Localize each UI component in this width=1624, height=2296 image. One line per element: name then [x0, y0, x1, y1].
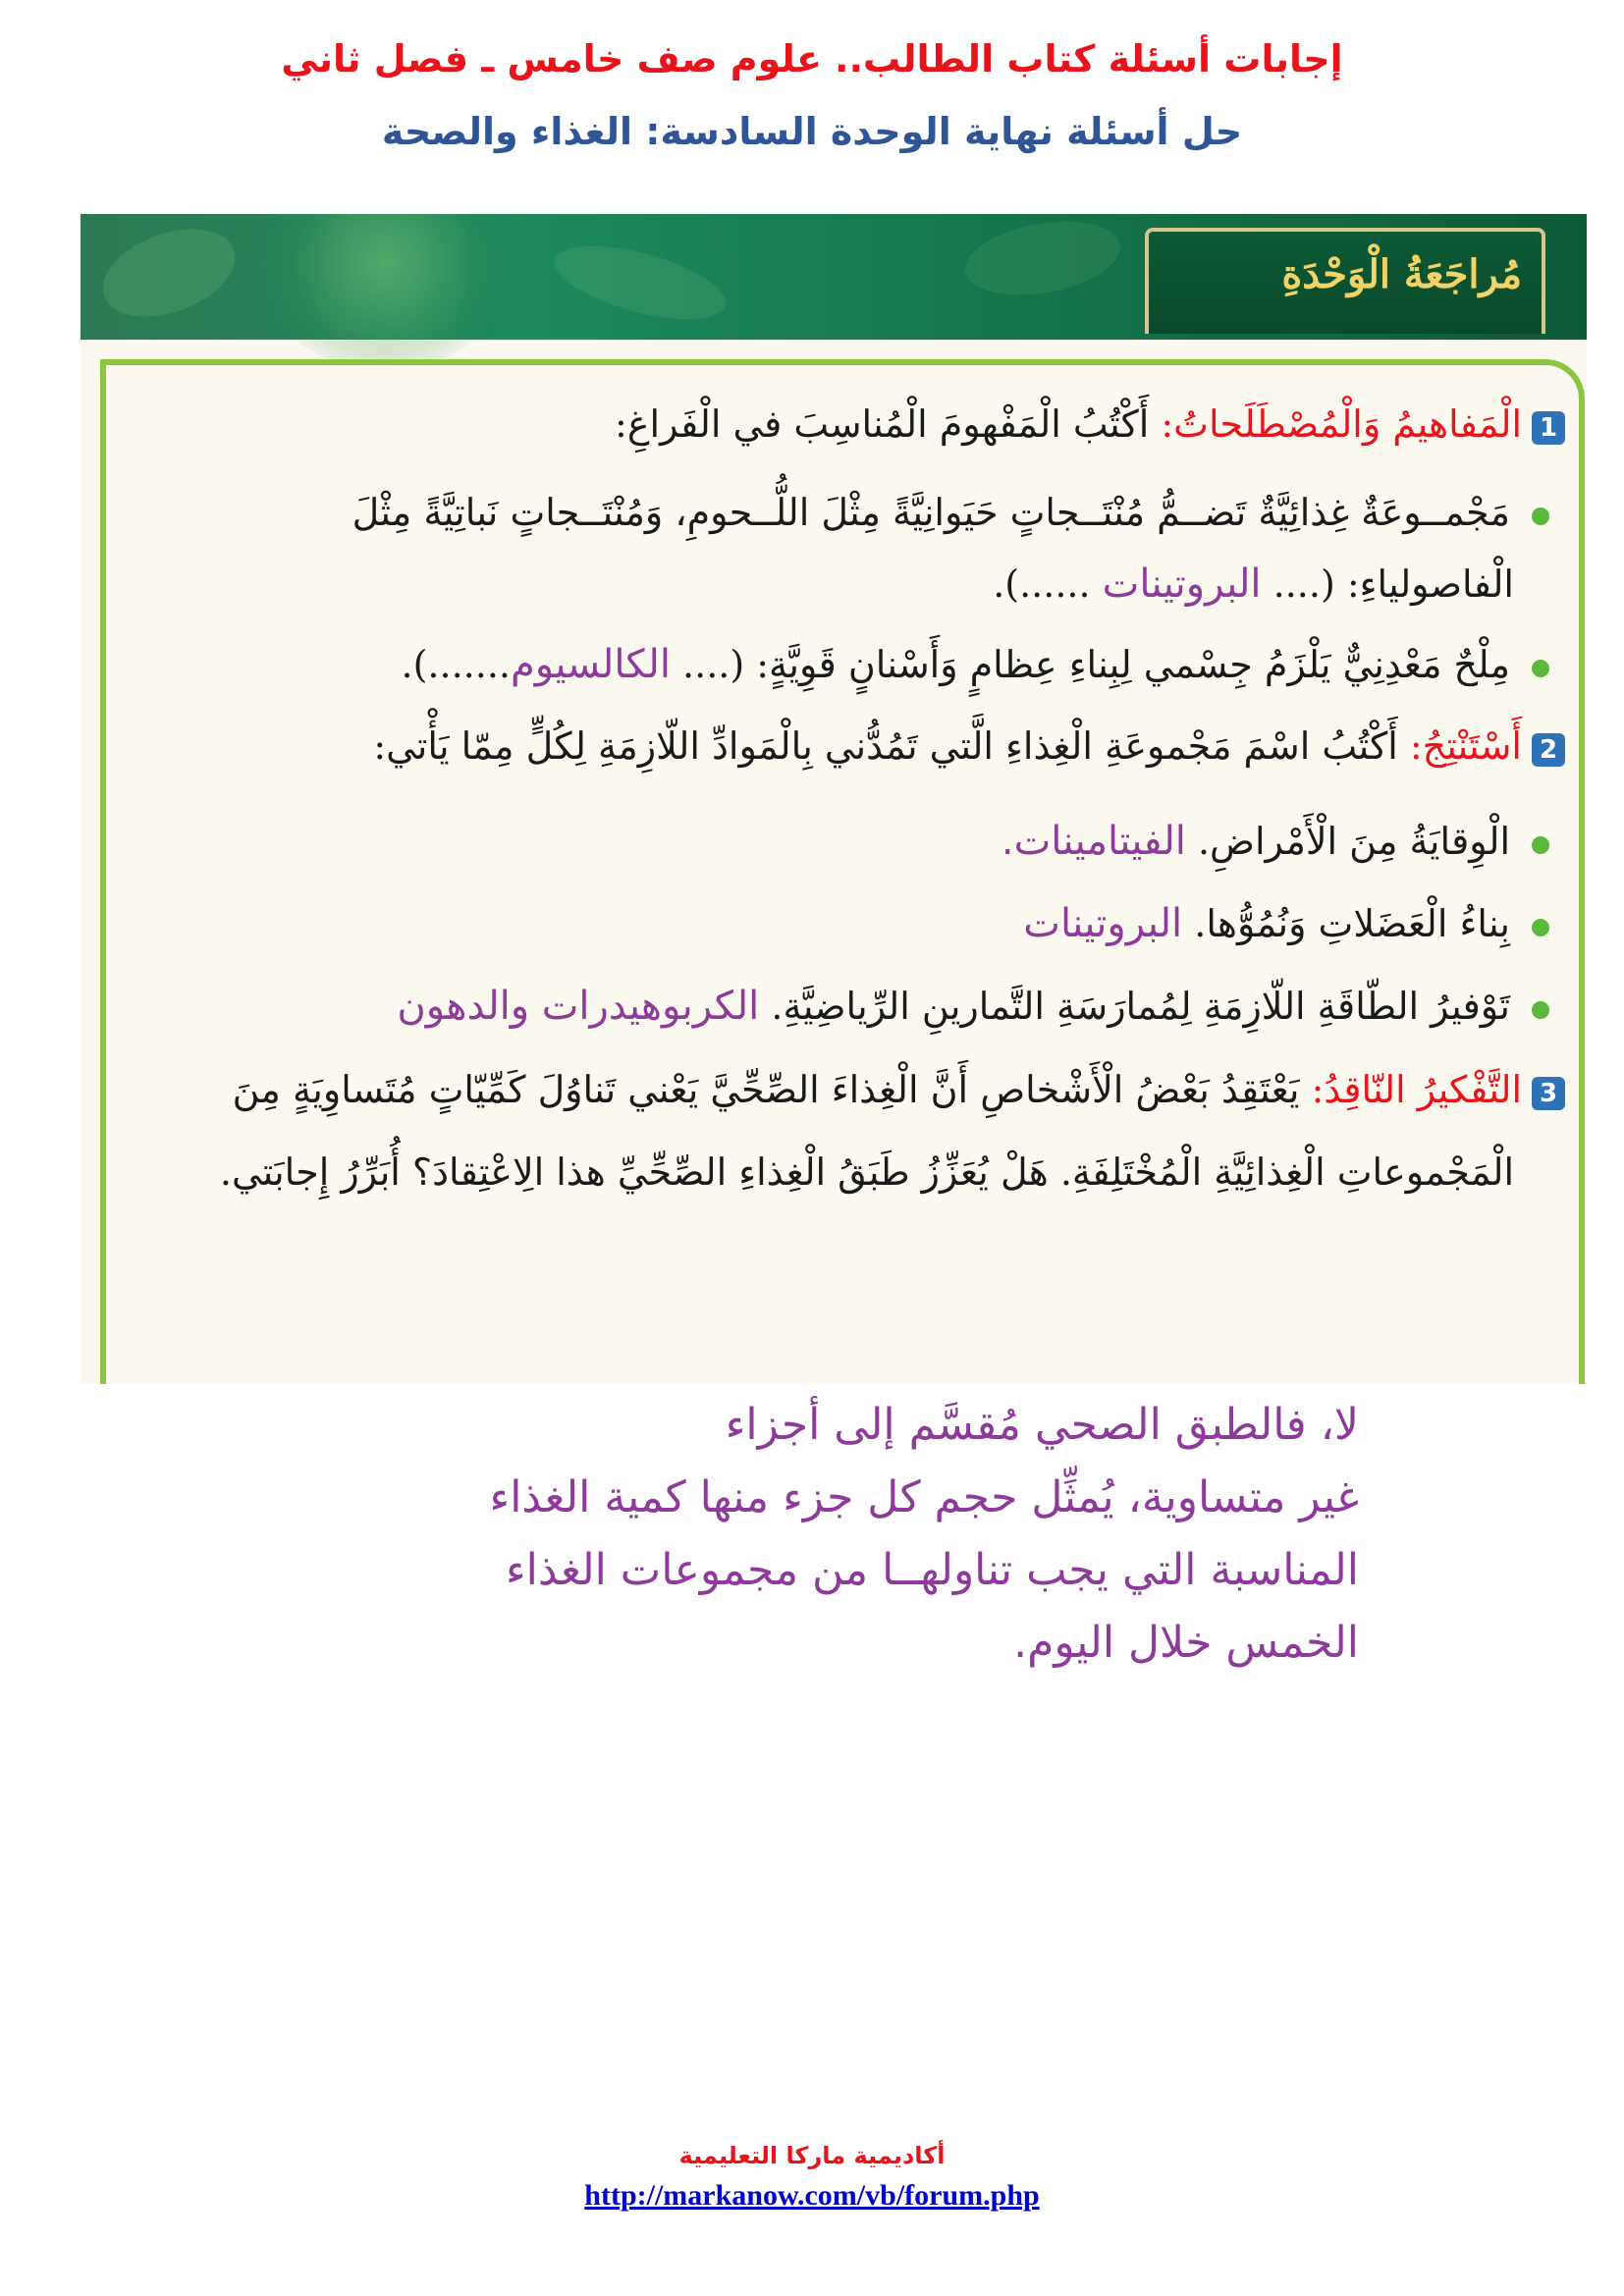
- bullet-icon: [1532, 919, 1549, 936]
- item-text: الْوِقايَةُ مِنَ الْأَمْراضِ.: [1197, 820, 1510, 863]
- footer-link[interactable]: http://markanow.com/vb/forum.php: [584, 2179, 1040, 2212]
- question-3-heading: [233, 1068, 1565, 1111]
- question-2-heading: [373, 724, 1565, 768]
- footer-academy-name: أكاديمية ماركا التعليمية: [678, 2142, 946, 2169]
- answer-line: لا، فالطبق الصحي مُقسَّم إلى أجزاء: [725, 1400, 1359, 1450]
- question-2-label: أَسْتَنْتِجُ:: [1409, 724, 1522, 768]
- question-1-item-1-cont: [993, 561, 1514, 607]
- question-2-prompt: أَكْتُبُ اسْمَ مَجْموعَةِ الْغِذاءِ الَّتي تَمُدُّني بِالْمَوادِّ اللّازِمَةِ لِكُلٍّ مِمّا يَأْتي:: [373, 724, 1398, 768]
- question-2-item-1: [1001, 819, 1549, 864]
- textbook-excerpt: [81, 214, 1587, 1384]
- sun-glow-decoration: [257, 214, 513, 371]
- answer-line: غير متساوية، يُمثِّل حجم كل جزء منها كمية الغذاء: [489, 1472, 1359, 1522]
- question-number-badge: 3: [1532, 1077, 1565, 1110]
- item-text: ......).: [993, 562, 1091, 606]
- leaf-decoration: [547, 232, 732, 335]
- answer-text: الفيتامينات.: [1001, 819, 1186, 864]
- answer-line: الخمس خلال اليوم.: [1013, 1618, 1359, 1668]
- item-text: مِلْحٌ مَعْدِنِيٌّ يَلْزَمُ جِسْمي لِبِناءِ عِظامٍ وَأَسْنانٍ قَوِيَّةٍ: (....: [682, 643, 1510, 686]
- question-number-badge: 2: [1532, 733, 1565, 767]
- answer-line: المناسبة التي يجب تناولهــا من مجموعات الغذاء: [505, 1545, 1359, 1595]
- page-subtitle: حل أسئلة نهاية الوحدة السادسة: الغذاء والصحة: [381, 110, 1243, 153]
- question-1-item-1: [352, 491, 1549, 534]
- bullet-icon: [1532, 507, 1549, 525]
- question-3-label: التَّفْكيرُ النّاقِدُ:: [1311, 1068, 1522, 1111]
- answer-text: البروتينات: [1102, 561, 1262, 607]
- unit-review-banner: [81, 214, 1587, 340]
- question-3-text: يَعْتَقِدُ بَعْضُ الْأَشْخاصِ أَنَّ الْغِذاءَ الصِّحِّيَّ يَعْني تَناوُلَ كَمِّيّاتٍ مُتَساوِيَةٍ مِنَ: [232, 1068, 1300, 1111]
- leaf-decoration: [959, 214, 1126, 305]
- item-text: .......).: [401, 643, 511, 686]
- question-1-item-2: [402, 642, 1549, 687]
- question-3-text: الْمَجْموعاتِ الْغِذائِيَّةِ الْمُخْتَلِفَةِ. هَلْ يُعَزِّزُ طَبَقُ الْغِذاءِ الصِّحِّيِّ هذا الِاعْتِقادَ؟ أُبَرِّرُ إِجابَتي.: [219, 1150, 1514, 1194]
- handwritten-answer: [377, 1389, 1359, 1680]
- questions-panel: [100, 359, 1585, 1384]
- bullet-icon: [1532, 660, 1549, 677]
- bullet-icon: [1532, 1001, 1549, 1019]
- question-2-item-3: [397, 984, 1549, 1029]
- bullet-icon: [1532, 836, 1549, 854]
- answer-text: الكالسيوم: [510, 642, 671, 687]
- banner-title-tab: [1145, 228, 1545, 334]
- question-3-text-cont: [220, 1150, 1514, 1194]
- item-text: الْفاصولياءِ: (....: [1272, 562, 1514, 606]
- question-1-heading: [615, 402, 1565, 446]
- leaf-decoration: [91, 214, 247, 334]
- item-text: بِناءُ الْعَضَلاتِ وَنُمُوُّها.: [1194, 902, 1510, 945]
- question-1-label: الْمَفاهيمُ وَالْمُصْطَلَحاتُ:: [1161, 402, 1522, 446]
- item-text: مَجْمــوعَةٌ غِذائِيَّةٌ تَضــمُّ مُنْتَــجاتٍ حَيَوانِيَّةً مِثْلَ اللُّــحومِ، وَمُنْتَــجاتٍ نَباتِيَّةً مِثْلَ: [352, 491, 1510, 534]
- answer-text: البروتينات: [1023, 901, 1183, 946]
- answer-text: الكربوهيدرات والدهون: [397, 984, 760, 1029]
- question-number-badge: 1: [1532, 411, 1565, 445]
- banner-title: مُراجَعَةُ الْوَحْدَةِ: [1281, 251, 1522, 297]
- question-1-prompt: أَكْتُبُ الْمَفْهومَ الْمُناسِبَ في الْفَراغِ:: [615, 402, 1150, 446]
- page-title: إجابات أسئلة كتاب الطالب.. علوم صف خامس ـ فصل ثاني: [281, 37, 1343, 80]
- question-2-item-2: [1023, 901, 1549, 946]
- item-text: تَوْفيرُ الطّاقَةِ اللّازِمَةِ لِمُمارَسَةِ التَّمارينِ الرِّياضِيَّةِ.: [771, 985, 1510, 1028]
